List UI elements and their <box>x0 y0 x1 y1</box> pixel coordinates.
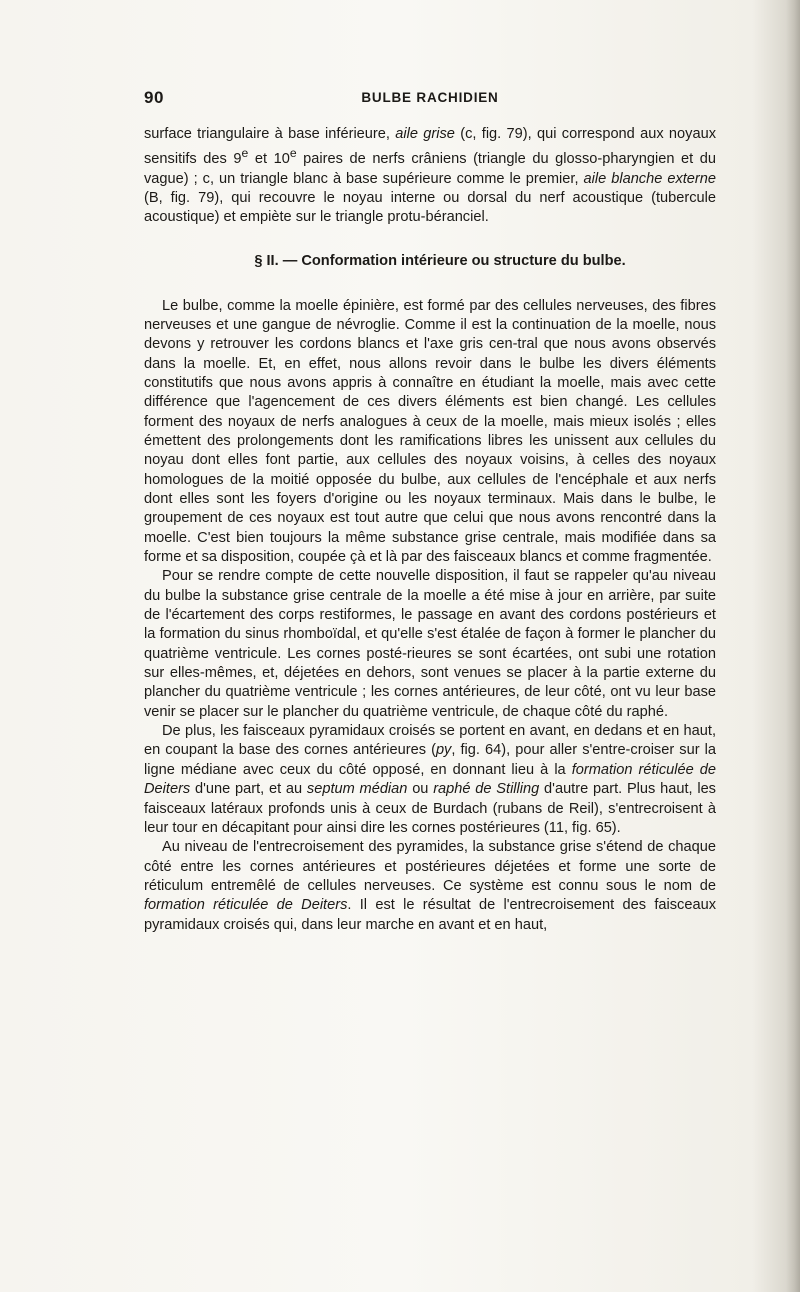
paragraph-2: Le bulbe, comme la moelle épinière, est formé par des cellules nerveuses, des fibres nerveuses et une gangue de névroglie. Comme il est la continuation de la moelle, nous devons y retrouver les cordons blancs et l'axe gris cen-tral que nous avons observés dans la moelle. Et, en effet, nous allons revoir dans le bulbe les divers éléments constitutifs que nous avons appris à connaître en étudiant la moelle, mais avec cette différence que l'agencement de ces divers éléments est bien changé. Les cellules forment des noyaux de nerfs analogues à ceux de la moelle, mais mieux isolés ; elles émettent des prolongements dont les ramifications libres les unissent aux cellules du noyau dont elles font partie, aux cellules des noyaux voisins, à celles des noyaux homologues de la moitié opposée du bulbe, aux cellules de l'encéphale et aux nerfs dont elles sont les foyers d'origine ou les noyaux terminaux. Mais dans le bulbe, le groupement de ces noyaux est tout autre que celui que nous avons rencontré dans la moelle. C'est bien toujours la même substance grise centrale, mais modifiée dans sa forme et sa disposition, coupée çà et là par des faisceaux blancs et comme fragmentée. <box>144 297 716 566</box>
paragraph-3: Pour se rendre compte de cette nouvelle disposition, il faut se rappeler qu'au niveau du bulbe la substance grise centrale de la moelle a été mise à jour en arrière, par suite de l'écartement des corps restiformes, le passage en avant des cordons postérieurs et la formation du sinus rhomboïdal, et qu'elle s'est étalée de façon à former le plancher du quatrième ventricule. Les cornes posté-rieures se sont écartées, ont subi une rotation sur elles-mêmes, et, déjetées en dehors, sont venues se placer à la partie externe du plancher du quatrième ventricule ; les cornes antérieures, de leur côté, ont vu leur base venir se placer sur le plancher du quatrième ventricule, de chaque côté du raphé. <box>144 568 716 720</box>
paragraph-4: De plus, les faisceaux pyramidaux croisés se portent en avant, en dedans et en haut, en coupant la base des cornes antérieures (py, fig. 64), pour aller s'entre-croiser sur la ligne médiane avec ceux du côté opposé, en donnant lieu à la formation réticulée de Deiters d'une part, et au septum médian ou raphé de Stilling d'autre part. Plus haut, les faisceaux latéraux profonds unis à ceux de Burdach (rubans de Reil), s'entrecroisent à leur tour en décapitant pour ainsi dire les cornes postérieures (11, fig. 65). <box>144 723 716 836</box>
running-head: BULBE RACHIDIEN <box>361 90 499 105</box>
body-text <box>144 125 716 935</box>
section-heading: § II. — Conformation intérieure ou structure du bulbe. <box>254 252 626 269</box>
paragraph-5: Au niveau de l'entrecroisement des pyramides, la substance grise s'étend de chaque côté entre les cornes antérieures et postérieures déjetées et forme une sorte de réticulum entremêlé de cellules nerveuses. Ce système est connu sous le nom de formation réticulée de Deiters. Il est le résultat de l'entrecroisement des faisceaux pyramidaux croisés qui, dans leur marche en avant et en haut, <box>144 839 716 933</box>
page-edge-shadow <box>786 0 800 1292</box>
paragraph-1: surface triangulaire à base inférieure, aile grise (c, fig. 79), qui correspond aux noyaux sensitifs des 9e et 10e paires de nerfs crâniens (triangle du glosso-pharyngien et du vague) ; c, un triangle blanc à base supérieure comme le premier, aile blanche externe (B, fig. 79), qui recouvre le noyau interne ou dorsal du nerf acoustique (tubercule acoustique) et empiète sur le triangle protu-béranciel. <box>144 126 717 226</box>
page-header <box>144 88 716 112</box>
page-number: 90 <box>144 88 164 107</box>
